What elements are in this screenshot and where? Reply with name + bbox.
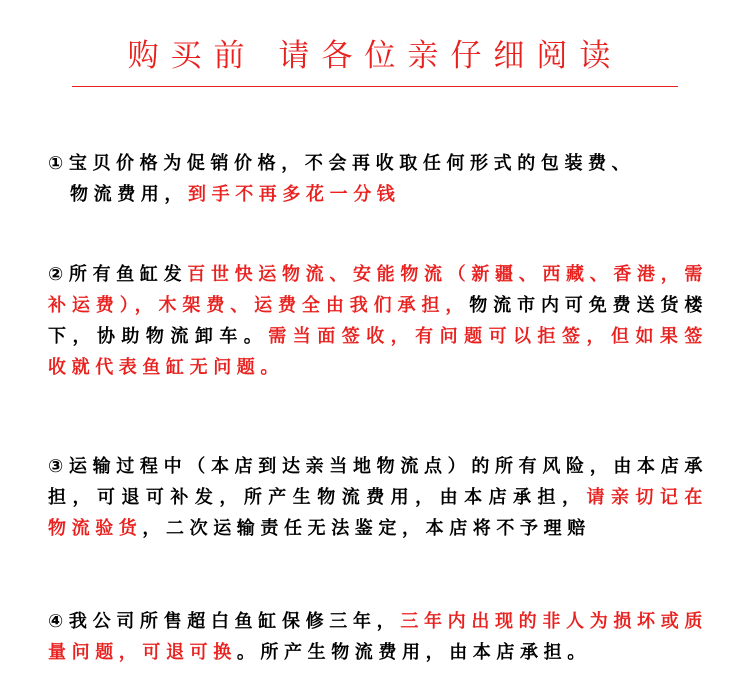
notice-3-highlight: 请亲切记在物流验货: [48, 487, 709, 539]
notice-1-highlight: 到手不再多花一分钱: [188, 184, 401, 205]
notice-3: [48, 451, 708, 544]
notice-2-intro: ②所有鱼缸发: [48, 264, 188, 285]
notice-4-text-2: 。所产生物流费用，由本店承担。: [236, 642, 591, 663]
notice-1-line2-text: 物流费用，: [70, 184, 188, 205]
notice-1-line1: ①宝贝价格为促销价格，不会再收取任何形式的包装费、: [48, 153, 636, 174]
notice-3-text-2: ，二次运输责任无法鉴定，本店将不予理赔: [142, 518, 591, 539]
notice-2: [48, 259, 708, 383]
notice-4-highlight: 三年内出现的非人为损坏或质量问题，可退可换: [48, 611, 708, 663]
notice-4-text-1: ④我公司所售超白鱼缸保修三年，: [48, 611, 401, 632]
title-divider: [72, 86, 678, 87]
notice-1-line2: [48, 179, 708, 210]
notice-1: [48, 148, 708, 210]
notice-2-text: 物流市内可免费送货楼下，协助物流卸车。: [48, 295, 708, 347]
notice-4: [48, 606, 708, 668]
page-title: 购买前 请各位亲仔细阅读: [127, 38, 623, 74]
notice-2-highlight-2: 需当面签收，有问题可以拒签，但如果签收就代表鱼缸无问题。: [48, 326, 708, 378]
notice-3-text-1: ③运输过程中（本店到达亲当地物流点）的所有风险，由本店承担，可退可补发，所产生物流费用，由本店承担，: [48, 456, 708, 508]
notice-2-highlight-1: 百世快运物流、安能物流（新疆、西藏、香港，需补运费），木架费、运费全由我们承担，: [48, 264, 708, 316]
